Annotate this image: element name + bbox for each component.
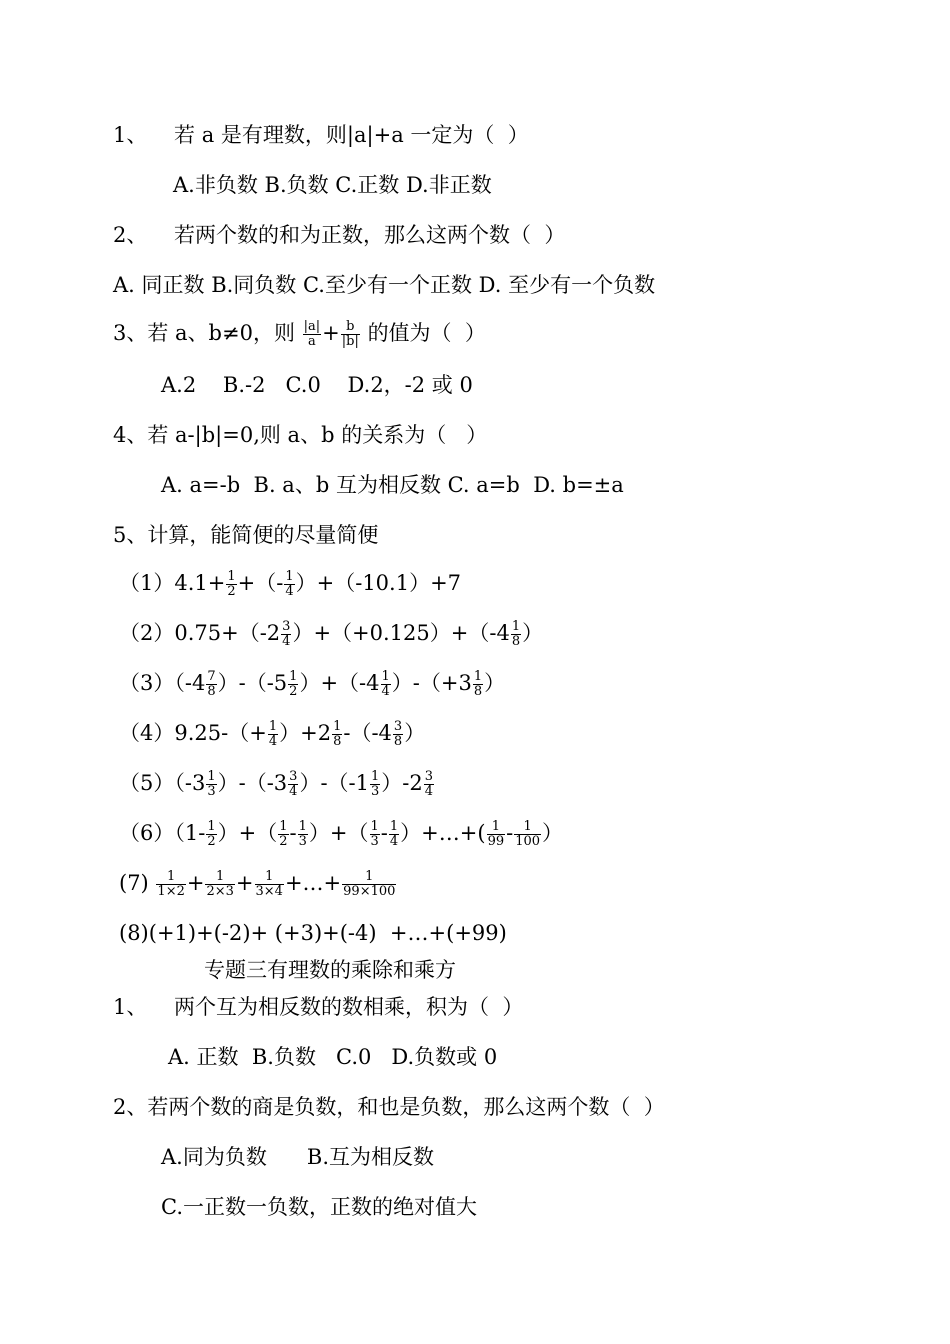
q3: 3、若 a、b≠0，则 $\frac{|a|}{a}$ + $\frac{b}{|b|}$ 的值为（ ） [113,319,486,349]
q3-lead: 3、若 a、b≠0，则 [113,321,295,345]
q2: 2、 若两个数的和为正数，那么这两个数（ ） [113,223,566,247]
q4-options: A. a=-b B. a、b 互为相反数 C. a=b D. b=±a [161,473,624,497]
section-title: 专题三有理数的乘除和乘方 [204,958,456,982]
q2-options: A. 同正数 B.同负数 C.至少有一个正数 D. 至少有一个负数 [113,273,656,297]
q3-tail: 的值为（ ） [367,321,486,345]
calc-6: （6）（1- $\frac{1}{2}$ ）+（ $\frac{1}{2}$ - $\frac{1}{3}$ ）+（ $\frac{1}{3}$ - $\frac{1}{4}$ ）+…+( $\frac{1}{99}$ - $\frac{1}{100}$ ） [119,819,564,849]
q4: 4、若 a-|b|=0,则 a、b 的关系为（ ） [113,423,488,447]
q1-options: A.非负数 B.负数 C.正数 D.非正数 [173,173,492,197]
q1: 1、 若 a 是有理数，则|a|+a 一定为（ ） [113,123,529,147]
q3-options: A.2 B.-2 C.0 D.2，-2 或 0 [161,373,473,397]
calc-2: （2）0.75+（-2 $\frac{3}{4}$ ）+（+0.125）+（-4 $\frac{1}{8}$ ） [119,619,544,649]
s1-options: A. 正数 B.负数 C.0 D.负数或 0 [168,1045,498,1069]
calc-7: (7) $\frac{1}{1\times 2}$ + $\frac{1}{2\times 3}$ + $\frac{1}{3\times 4}$ +…+ $\frac{1}{99\times 100}$ [119,869,396,899]
calc-5: （5）（-3 $\frac{1}{3}$ ）-（-3 $\frac{3}{4}$ ）-（-1 $\frac{1}{3}$ ）-2 $\frac{3}{4}$ [119,769,434,799]
s2-options-ab: A.同为负数 B.互为相反数 [161,1145,434,1169]
fraction-abs-a-over-a: $\frac{|a|}{a}$ [303,319,321,349]
s2-option-c: C.一正数一负数，正数的绝对值大 [161,1195,477,1219]
calc-1: （1）4.1+ $\frac{1}{2}$ +（- $\frac{1}{4}$ ）+（-10.1）+7 [119,569,462,599]
calc-8: (8)(+1)+(-2)+ (+3)+(-4) +…+(+99) [119,921,507,945]
calc-4: （4）9.25-（+ $\frac{1}{4}$ ）+2 $\frac{1}{8}$ -（-4 $\frac{3}{8}$ ） [119,719,426,749]
q5: 5、计算，能简便的尽量简便 [113,523,379,547]
s1: 1、 两个互为相反数的数相乘，积为（ ） [113,995,524,1019]
fraction-b-over-abs-b: $\frac{b}{|b|}$ [341,319,359,349]
calc-3: （3）（-4 $\frac{7}{8}$ ）-（-5 $\frac{1}{2}$ ）+（-4 $\frac{1}{4}$ ）-（+3 $\frac{1}{8}$ ） [119,669,506,699]
s2: 2、若两个数的商是负数，和也是负数，那么这两个数（ ） [113,1095,665,1119]
